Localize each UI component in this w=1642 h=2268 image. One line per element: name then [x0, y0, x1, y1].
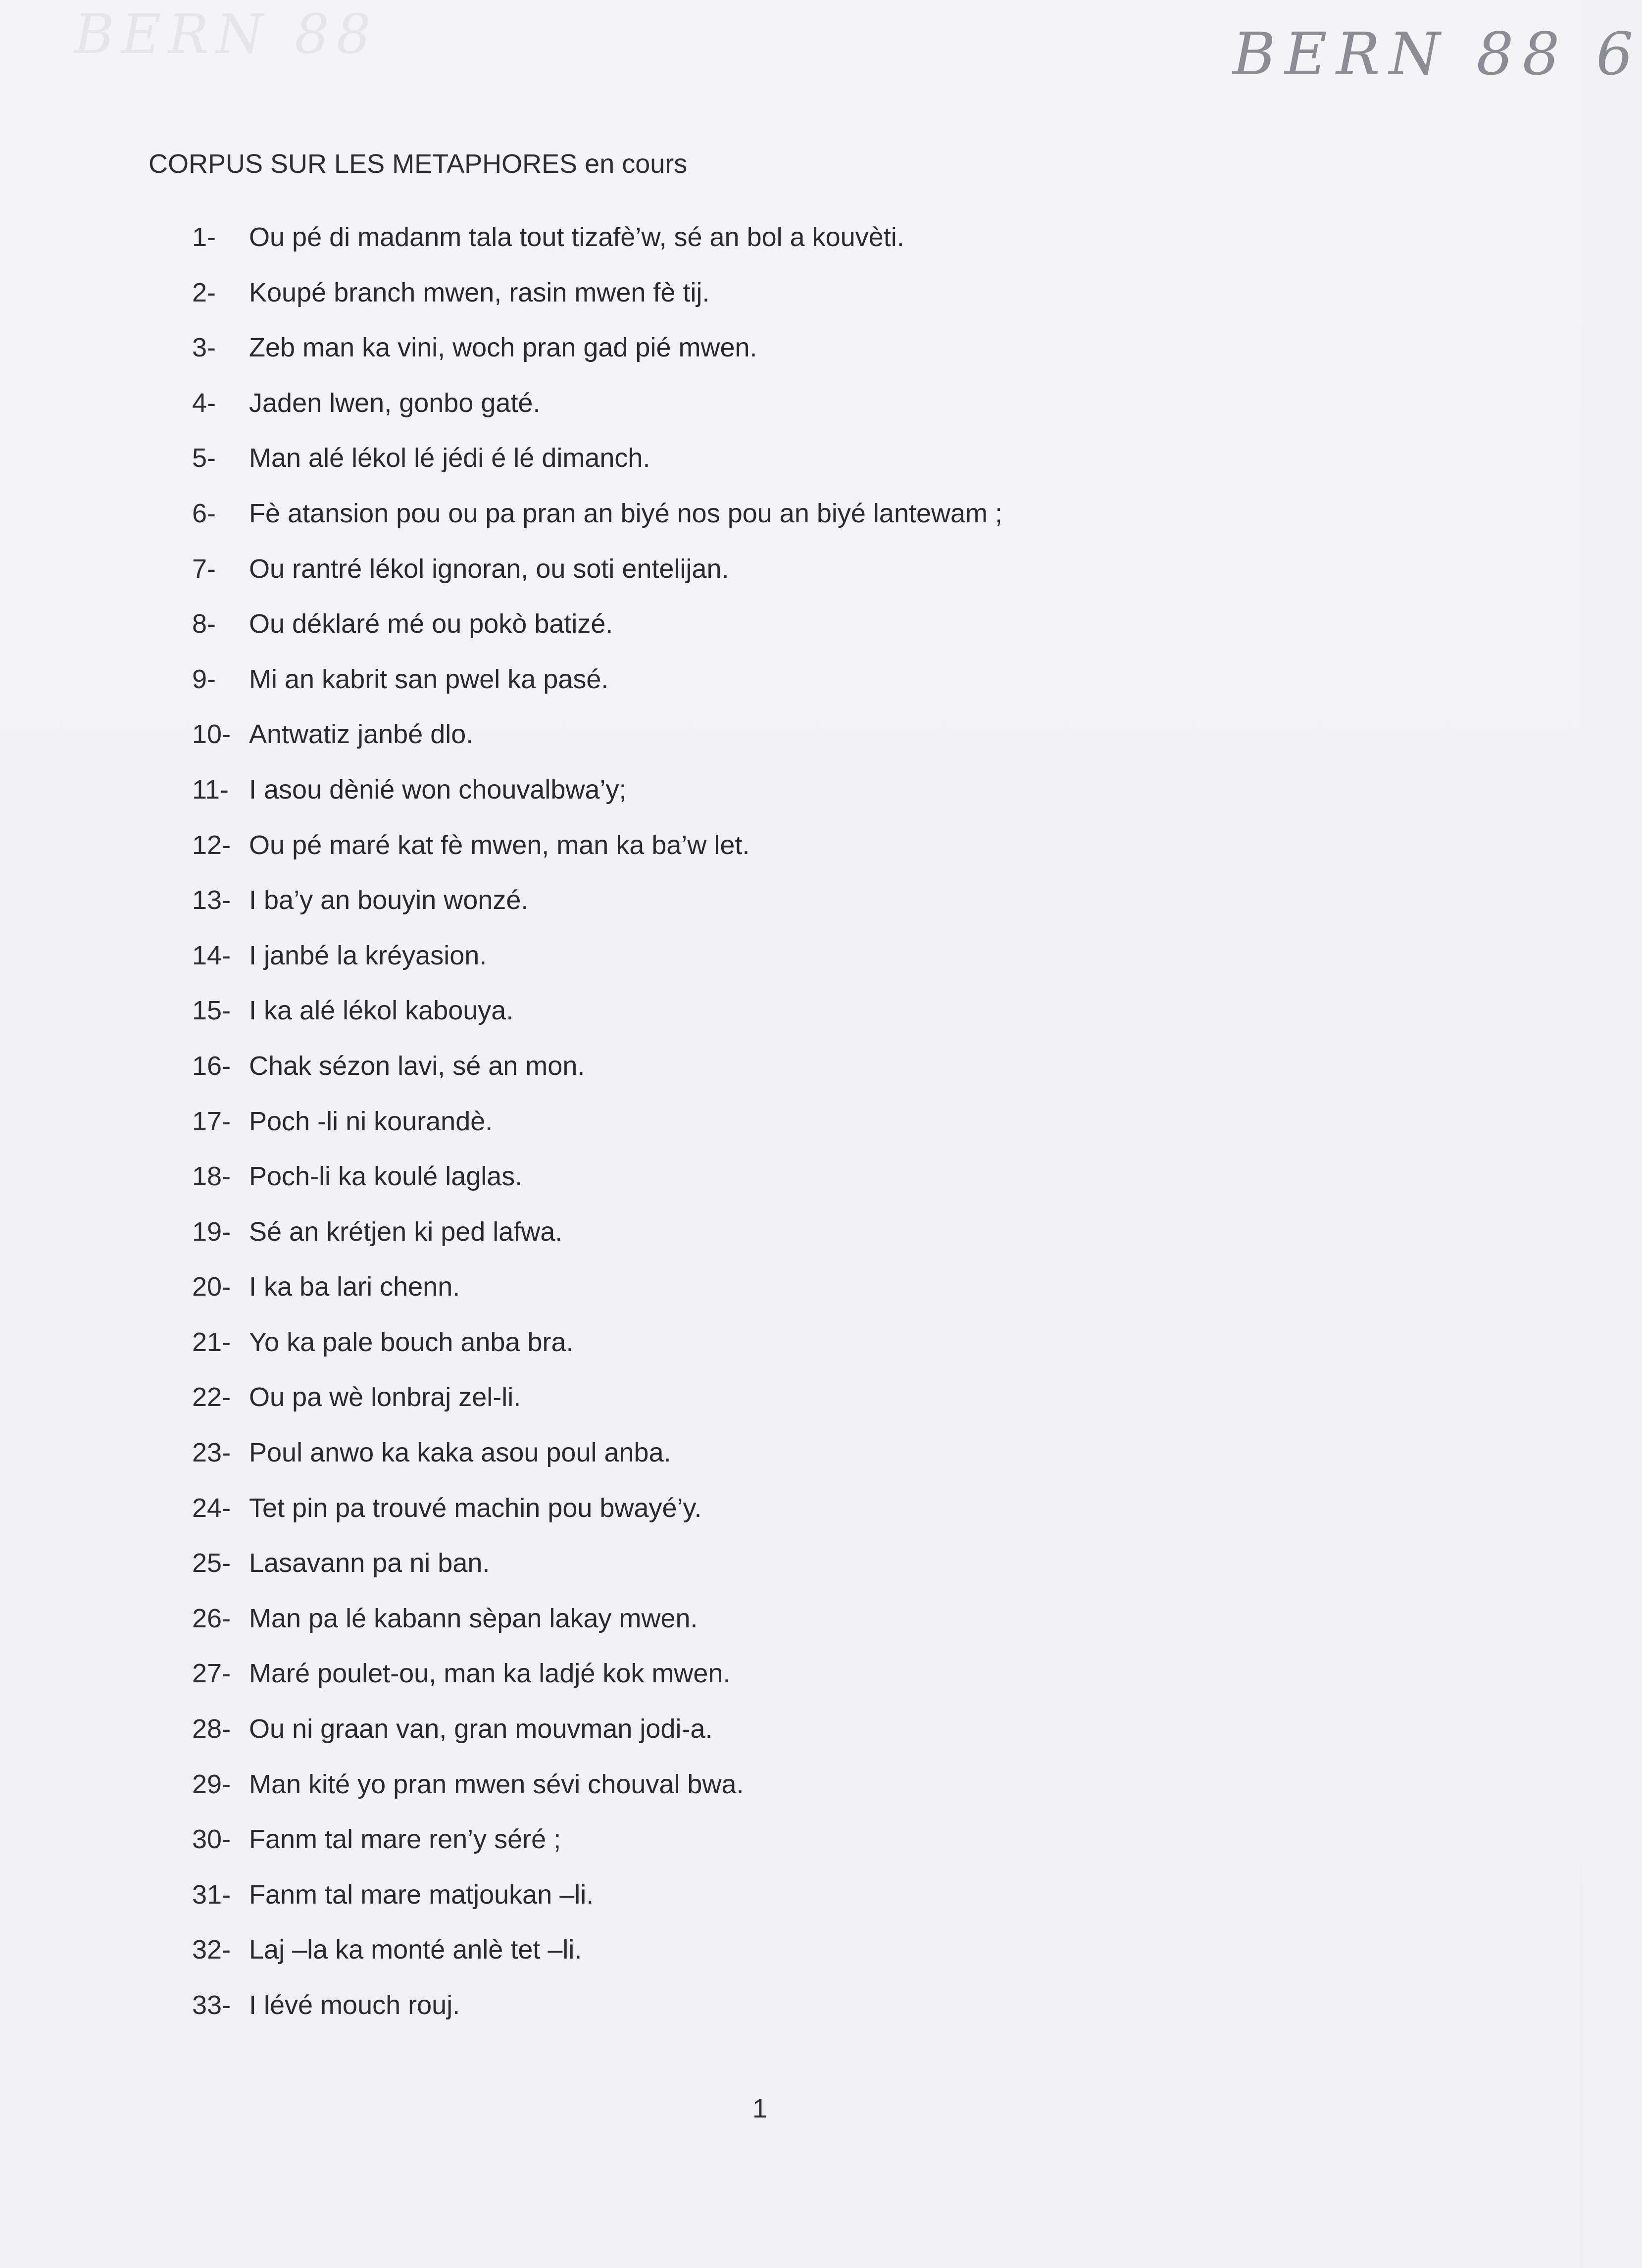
page-title: CORPUS SUR LES METAPHORES en cours — [149, 149, 688, 179]
list-item — [192, 1879, 1002, 1934]
list-item — [192, 1934, 1002, 1989]
list-item — [192, 1823, 1002, 1879]
item-text: Antwatiz janbé dlo. — [249, 719, 474, 750]
list-item — [192, 1492, 1002, 1548]
item-text: Man alé lékol lé jédi é lé dimanch. — [249, 443, 650, 473]
list-item — [192, 1713, 1002, 1768]
item-text: Poch-li ka koulé laglas. — [249, 1161, 523, 1192]
corpus-list — [192, 221, 1002, 2045]
item-number: 3- — [192, 333, 216, 363]
item-number: 4- — [192, 388, 216, 418]
item-number: 31- — [192, 1879, 231, 1910]
item-number: 29- — [192, 1769, 231, 1799]
item-number: 24- — [192, 1493, 231, 1523]
item-number: 2- — [192, 277, 216, 307]
item-text: Yo ka pale bouch anba bra. — [249, 1327, 574, 1357]
list-item — [192, 387, 1002, 443]
handwritten-annotation: BERN 88 6 — [1233, 20, 1642, 88]
list-item — [192, 1603, 1002, 1658]
list-item — [192, 1050, 1002, 1106]
page-number: 1 — [752, 2094, 768, 2123]
item-number: 28- — [192, 1714, 231, 1744]
item-text: Ou ni graan van, gran mouvman jodi-a. — [249, 1714, 713, 1744]
item-text: Man kité yo pran mwen sévi chouval bwa. — [249, 1769, 744, 1799]
item-text: Chak sézon lavi, sé an mon. — [249, 1051, 585, 1081]
item-number: 19- — [192, 1216, 231, 1247]
item-number: 23- — [192, 1438, 231, 1468]
list-item — [192, 221, 1002, 277]
list-item — [192, 1989, 1002, 2045]
item-number: 14- — [192, 940, 231, 970]
list-item — [192, 1658, 1002, 1713]
list-item — [192, 1216, 1002, 1271]
item-text: I asou dènié won chouvalbwa’y; — [249, 774, 627, 805]
list-item — [192, 1547, 1002, 1603]
item-number: 16- — [192, 1051, 231, 1081]
item-number: 9- — [192, 664, 216, 694]
item-number: 1- — [192, 222, 216, 252]
item-text: Jaden lwen, gonbo gaté. — [249, 388, 541, 418]
list-item — [192, 718, 1002, 774]
list-item — [192, 774, 1002, 829]
item-number: 32- — [192, 1935, 231, 1965]
item-number: 8- — [192, 609, 216, 639]
list-item — [192, 1768, 1002, 1824]
item-text: Fanm tal mare ren’y séré ; — [249, 1824, 561, 1855]
list-item — [192, 1326, 1002, 1382]
item-text: Fanm tal mare matjoukan –li. — [249, 1879, 594, 1910]
list-item — [192, 1271, 1002, 1326]
list-item — [192, 277, 1002, 332]
list-item — [192, 1437, 1002, 1492]
list-item — [192, 1381, 1002, 1437]
list-item — [192, 498, 1002, 553]
item-number: 33- — [192, 1990, 231, 2020]
item-number: 17- — [192, 1106, 231, 1136]
item-number: 11- — [192, 774, 229, 805]
list-item — [192, 553, 1002, 608]
item-text: Sé an krétjen ki ped lafwa. — [249, 1216, 563, 1247]
item-text: Ou pé di madanm tala tout tizafè’w, sé an bol a kouvèti. — [249, 222, 904, 252]
list-item — [192, 1160, 1002, 1216]
item-number: 21- — [192, 1327, 231, 1357]
item-text: Ou déklaré mé ou pokò batizé. — [249, 609, 613, 639]
item-text: I janbé la kréyasion. — [249, 940, 487, 970]
list-item — [192, 829, 1002, 885]
item-text: Mi an kabrit san pwel ka pasé. — [249, 664, 609, 694]
list-item — [192, 995, 1002, 1050]
item-number: 10- — [192, 719, 231, 750]
item-number: 22- — [192, 1382, 231, 1412]
item-text: Zeb man ka vini, woch pran gad pié mwen. — [249, 333, 757, 363]
item-text: Ou pé maré kat fè mwen, man ka ba’w let. — [249, 830, 750, 860]
item-number: 20- — [192, 1272, 231, 1302]
item-text: Ou pa wè lonbraj zel-li. — [249, 1382, 521, 1412]
list-item — [192, 884, 1002, 940]
item-number: 18- — [192, 1161, 231, 1192]
item-text: Maré poulet-ou, man ka ladjé kok mwen. — [249, 1659, 731, 1689]
item-number: 27- — [192, 1659, 231, 1689]
item-text: Man pa lé kabann sèpan lakay mwen. — [249, 1603, 698, 1633]
item-number: 25- — [192, 1548, 231, 1578]
list-item — [192, 442, 1002, 498]
list-item — [192, 663, 1002, 719]
item-text: Laj –la ka monté anlè tet –li. — [249, 1935, 582, 1965]
list-item — [192, 332, 1002, 387]
faint-stamp: BERN 88 — [74, 2, 378, 66]
item-number: 30- — [192, 1824, 231, 1855]
item-number: 7- — [192, 554, 216, 584]
item-number: 15- — [192, 996, 231, 1026]
item-text: Fè atansion pou ou pa pran an biyé nos pou an biyé lantewam ; — [249, 498, 1003, 528]
item-number: 12- — [192, 830, 231, 860]
item-text: Tet pin pa trouvé machin pou bwayé’y. — [249, 1493, 702, 1523]
item-number: 13- — [192, 885, 231, 915]
item-number: 5- — [192, 443, 216, 473]
list-item — [192, 1106, 1002, 1161]
item-text: Lasavann pa ni ban. — [249, 1548, 490, 1578]
item-text: Koupé branch mwen, rasin mwen fè tij. — [249, 277, 710, 307]
list-item — [192, 608, 1002, 663]
item-text: I ka ba lari chenn. — [249, 1272, 460, 1302]
list-item — [192, 940, 1002, 995]
item-text: I ba’y an bouyin wonzé. — [249, 885, 529, 915]
item-number: 6- — [192, 498, 216, 528]
item-text: Poul anwo ka kaka asou poul anba. — [249, 1438, 671, 1468]
item-text: Poch -li ni kourandè. — [249, 1106, 493, 1136]
item-number: 26- — [192, 1603, 231, 1633]
item-text: Ou rantré lékol ignoran, ou soti entelijan. — [249, 554, 729, 584]
item-text: I lévé mouch rouj. — [249, 1990, 460, 2020]
item-text: I ka alé lékol kabouya. — [249, 996, 514, 1026]
